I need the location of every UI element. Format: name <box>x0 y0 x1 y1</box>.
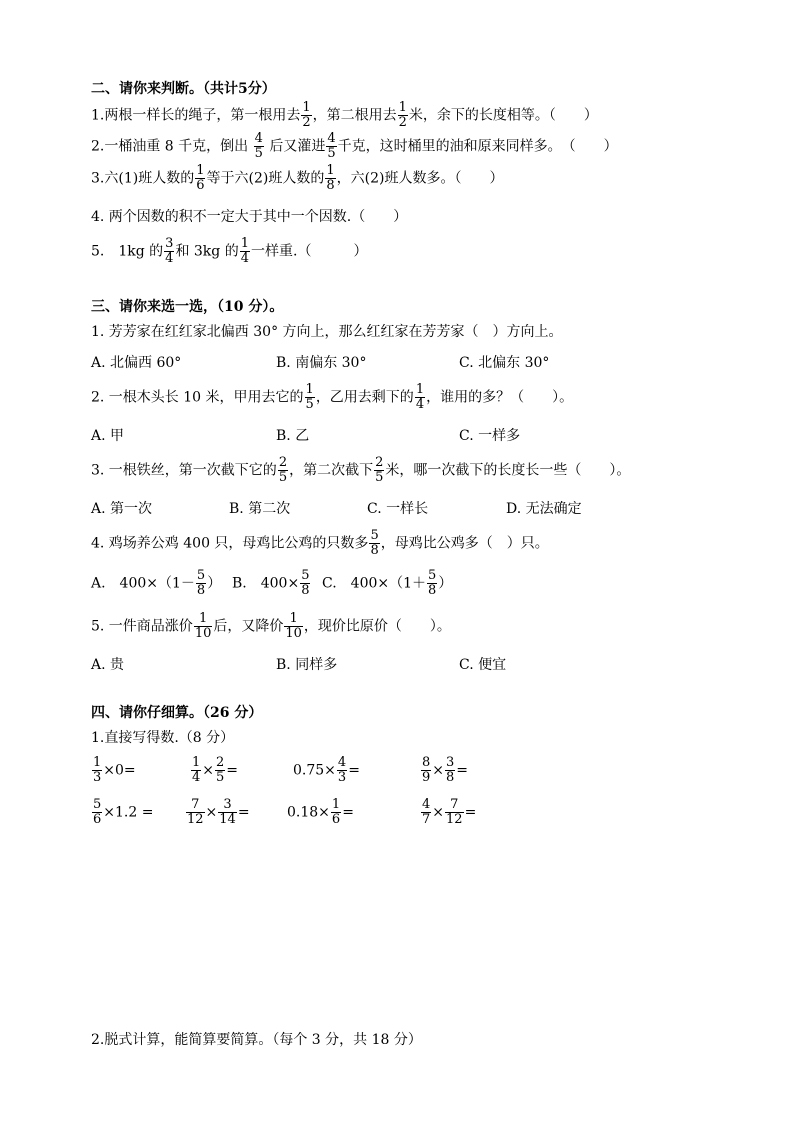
subsection-step-calc: 2.脱式计算，能简算要简算。（每个 3 分，共 18 分） <box>91 1032 422 1048</box>
choice-question-1: 1. 芳芳家在红红家北偏西 30° 方向上，那么红红家在芳芳家（ ）方向上。 <box>91 324 563 340</box>
fraction: $\frac{8}{9}$ <box>422 755 431 785</box>
calc-item: $\frac{1}{3}$ ×0= <box>93 755 136 785</box>
fraction: $\frac{1}{6}$ <box>331 797 341 827</box>
fraction: $\frac{1}{4}$ <box>192 755 201 785</box>
fraction: $\frac{1}{2}$ <box>398 100 407 130</box>
judge-question-1: 1.两根一样长的绳子，第一根用去 $\frac{1}{2}$ ，第二根用去 $\frac{1}{2}$ 米，余下的长度相等。（ ） <box>91 100 598 130</box>
choice-4-option-b: B. 400× $\frac{5}{8}$ <box>232 568 310 598</box>
fraction: $\frac{5}{8}$ <box>196 568 206 598</box>
choice-4-option-a: A. 400×（1－ $\frac{5}{8}$ ） <box>91 568 222 598</box>
choice-3-option-b: B. 第二次 <box>229 501 291 517</box>
calc-item: 0.75× $\frac{4}{3}$ = <box>293 755 360 785</box>
fraction: $\frac{5}{8}$ <box>301 568 310 598</box>
fraction: $\frac{4}{3}$ <box>337 755 347 785</box>
fraction: $\frac{1}{3}$ <box>93 755 102 785</box>
calc-item: $\frac{8}{9}$ × $\frac{3}{8}$ = <box>422 755 469 785</box>
calc-item: 0.18× $\frac{1}{6}$ = <box>287 797 354 827</box>
fraction: $\frac{4}{5}$ <box>254 131 263 161</box>
choice-3-option-a: A. 第一次 <box>91 501 153 517</box>
fraction: $\frac{7}{12}$ <box>446 797 463 827</box>
choice-question-5: 5. 一件商品涨价 $\frac{1}{10}$ 后，又降价 $\frac{1}{10}$ ，现价比原价（ ）。 <box>91 611 451 641</box>
fraction: $\frac{1}{6}$ <box>196 163 205 193</box>
calc-item: $\frac{7}{12}$ × $\frac{3}{14}$ = <box>187 797 250 827</box>
fraction: $\frac{5}{6}$ <box>93 797 102 827</box>
choice-1-option-b: B. 南偏东 30° <box>276 355 367 371</box>
choice-3-option-c: C. 一样长 <box>367 501 429 517</box>
choice-5-option-a: A. 贵 <box>91 657 125 673</box>
fraction: $\frac{3}{14}$ <box>219 797 236 827</box>
choice-question-4: 4. 鸡场养公鸡 400 只，母鸡比公鸡的只数多 $\frac{5}{8}$ ，母鸡比公鸡多（ ）只。 <box>91 528 549 558</box>
judge-question-4: 4. 两个因数的积不一定大于其中一个因数.（ ） <box>91 209 408 225</box>
fraction: $\frac{3}{8}$ <box>446 755 455 785</box>
choice-1-option-c: C. 北偏东 30° <box>459 355 550 371</box>
calc-item: $\frac{5}{6}$ ×1.2 = <box>93 797 154 827</box>
choice-3-option-d: D. 无法确定 <box>506 501 582 517</box>
judge-question-5: 5. 1kg 的 $\frac{3}{4}$ 和 3kg 的 $\frac{1}{4}$ 一样重.（ ） <box>91 236 368 266</box>
section-3-title: 三、请你来选一选，（10 分）。 <box>91 299 284 315</box>
section-4-title: 四、请你仔细算。（26 分） <box>91 705 263 721</box>
subsection-direct-calc: 1.直接写得数.（8 分） <box>91 730 235 746</box>
choice-1-option-a: A. 北偏西 60° <box>91 355 182 371</box>
choice-5-option-b: B. 同样多 <box>276 657 338 673</box>
fraction: $\frac{5}{8}$ <box>370 528 379 558</box>
choice-question-2: 2. 一根木头长 10 米，甲用去它的 $\frac{1}{5}$ ，乙用去剩下的 $\frac{1}{4}$ ，谁用的多？（ ）。 <box>91 382 574 412</box>
fraction: $\frac{1}{4}$ <box>240 236 249 266</box>
fraction: $\frac{1}{10}$ <box>194 611 212 641</box>
fraction: $\frac{7}{12}$ <box>187 797 204 827</box>
choice-2-option-a: A. 甲 <box>91 428 125 444</box>
fraction: $\frac{5}{8}$ <box>428 568 437 598</box>
fraction: $\frac{2}{5}$ <box>216 755 225 785</box>
fraction: $\frac{4}{7}$ <box>422 797 431 827</box>
choice-4-option-c: C. 400×（1＋ $\frac{5}{8}$ ） <box>322 568 453 598</box>
fraction: $\frac{4}{5}$ <box>327 131 336 161</box>
fraction: $\frac{1}{4}$ <box>415 382 425 412</box>
judge-question-2: 2.一桶油重 8 千克，倒出 $\frac{4}{5}$ 后又灌进 $\frac{4}{5}$ 千克，这时桶里的油和原来同样多。 （ ） <box>91 131 618 161</box>
judge-question-3: 3.六(1)班人数的 $\frac{1}{6}$ 等于六(2)班人数的 $\frac{1}{8}$ ，六(2)班人数多。（ ） <box>91 163 504 193</box>
fraction: $\frac{2}{5}$ <box>278 455 288 485</box>
calc-item: $\frac{1}{4}$ × $\frac{2}{5}$ = <box>192 755 239 785</box>
choice-question-3: 3. 一根铁丝，第一次截下它的 $\frac{2}{5}$ ，第二次截下 $\frac{2}{5}$ 米，哪一次截下的长度长一些（ ）。 <box>91 455 631 485</box>
choice-2-option-c: C. 一样多 <box>459 428 521 444</box>
fraction: $\frac{1}{5}$ <box>305 382 314 412</box>
choice-5-option-c: C. 便宜 <box>459 657 507 673</box>
calc-item: $\frac{4}{7}$ × $\frac{7}{12}$ = <box>422 797 477 827</box>
section-2-title: 二、请你来判断。（共计5分） <box>91 81 276 97</box>
fraction: $\frac{2}{5}$ <box>375 455 384 485</box>
choice-2-option-b: B. 乙 <box>276 428 310 444</box>
fraction: $\frac{3}{4}$ <box>165 236 174 266</box>
fraction: $\frac{1}{10}$ <box>285 611 302 641</box>
fraction: $\frac{1}{8}$ <box>326 163 335 193</box>
fraction: $\frac{1}{2}$ <box>302 100 311 130</box>
